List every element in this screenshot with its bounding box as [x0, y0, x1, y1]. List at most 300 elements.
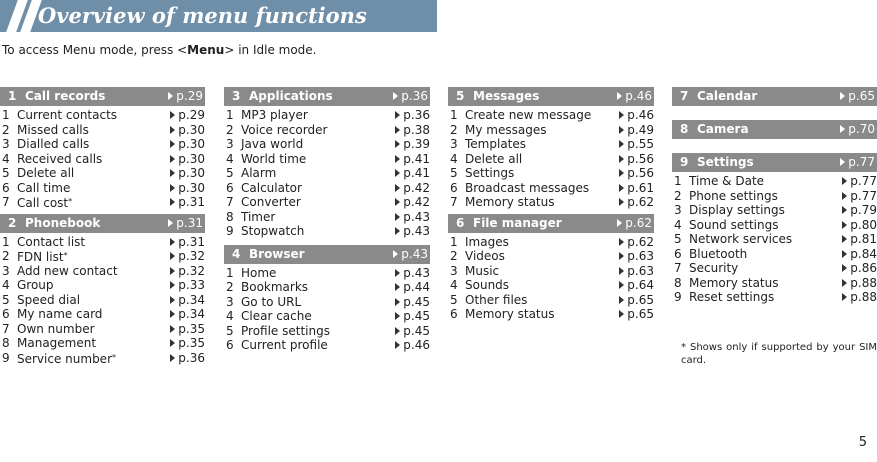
item-page-ref[interactable]: [170, 336, 205, 350]
menu-item[interactable]: [0, 195, 205, 210]
arrow-right-icon: [395, 298, 400, 306]
item-page-ref[interactable]: [619, 181, 654, 195]
menu-item[interactable]: [672, 203, 877, 218]
arrow-right-icon: [619, 111, 624, 119]
menu-item[interactable]: [0, 166, 205, 181]
item-label: [17, 108, 117, 122]
page-ref-text: p.56: [627, 151, 654, 166]
menu-item[interactable]: [224, 181, 430, 196]
item-label: [17, 235, 85, 249]
page-ref-text: p.63: [627, 249, 654, 263]
page-ref-text: p.45: [403, 309, 430, 323]
menu-section: [672, 87, 877, 106]
arrow-right-icon: [395, 198, 400, 206]
item-page-ref[interactable]: [170, 278, 205, 292]
item-page-ref[interactable]: [842, 203, 877, 217]
item-number: 4: [2, 278, 10, 292]
section-header[interactable]: [672, 120, 877, 139]
menu-item[interactable]: [448, 235, 654, 250]
arrow-right-icon: [170, 354, 175, 362]
intro-text: [2, 43, 317, 57]
arrow-right-icon: [170, 155, 175, 163]
item-page-ref[interactable]: [619, 293, 654, 307]
item-page-ref[interactable]: [842, 232, 877, 246]
section-page-ref[interactable]: [617, 87, 652, 106]
item-number: 6: [450, 180, 458, 195]
item-label-text: FDN list: [17, 250, 64, 264]
item-label-text: Memory status: [465, 195, 555, 209]
section-title: Settings: [697, 155, 754, 169]
item-label-text: Dialled calls: [17, 137, 90, 151]
menu-column-3: [448, 87, 654, 322]
arrow-right-icon: [619, 198, 624, 206]
item-page-ref[interactable]: [619, 123, 654, 137]
menu-item[interactable]: [672, 189, 877, 204]
item-page-ref[interactable]: [619, 235, 654, 249]
page-ref-text: p.64: [627, 278, 654, 292]
menu-item[interactable]: [0, 278, 205, 293]
arrow-right-icon: [170, 281, 175, 289]
menu-item[interactable]: [448, 307, 654, 322]
item-page-ref[interactable]: [842, 276, 877, 290]
page-ref-text: p.33: [178, 278, 205, 292]
arrow-right-icon: [395, 312, 400, 320]
section-header[interactable]: [672, 87, 877, 106]
item-label: [241, 137, 303, 151]
item-label-text: Call cost: [17, 196, 69, 210]
item-page-ref[interactable]: [395, 338, 430, 352]
item-label-text: Speed dial: [17, 292, 81, 307]
item-label-text: Sounds: [465, 278, 510, 292]
item-label-text: Settings: [465, 166, 515, 180]
intro-key: Menu: [187, 43, 225, 57]
item-number: 6: [226, 338, 234, 352]
item-label-text: Timer: [241, 209, 276, 224]
menu-item-list: [224, 264, 430, 353]
item-label-text: Calculator: [241, 180, 302, 195]
menu-item[interactable]: [0, 137, 205, 152]
section-header[interactable]: [224, 245, 430, 264]
arrow-right-icon: [395, 140, 400, 148]
page-ref-text: p.36: [178, 350, 205, 365]
arrow-right-icon: [395, 184, 400, 192]
page-ref-text: p.56: [627, 166, 654, 180]
item-page-ref[interactable]: [619, 307, 654, 321]
item-label: [241, 280, 308, 294]
item-number: 3: [2, 263, 10, 278]
menu-item-list: [448, 233, 654, 322]
page-ref-text: p.84: [850, 246, 877, 261]
item-page-ref[interactable]: [170, 322, 205, 336]
page-ref-text: p.35: [178, 336, 205, 350]
section-header[interactable]: [0, 214, 205, 233]
section-page-ref[interactable]: [168, 87, 203, 106]
item-label: [689, 247, 747, 261]
item-page-ref[interactable]: [170, 108, 205, 122]
item-label: [241, 152, 306, 166]
page-title: Overview of menu functions: [38, 3, 367, 28]
item-page-ref[interactable]: [842, 290, 877, 304]
menu-item[interactable]: [448, 293, 654, 308]
item-page-ref[interactable]: [170, 235, 205, 249]
menu-item[interactable]: [672, 276, 877, 291]
item-number: 8: [674, 275, 682, 290]
item-label: [17, 322, 95, 336]
menu-item[interactable]: [0, 235, 205, 250]
menu-item[interactable]: [0, 264, 205, 279]
section-page-ref[interactable]: [617, 214, 652, 233]
arrow-right-icon: [170, 238, 175, 246]
item-page-ref[interactable]: [395, 181, 430, 195]
item-number: 7: [2, 321, 10, 336]
menu-item[interactable]: [448, 249, 654, 264]
menu-item[interactable]: [224, 295, 430, 310]
item-page-ref[interactable]: [395, 280, 430, 294]
section-number: 8: [680, 122, 689, 136]
arrow-right-icon: [842, 192, 847, 200]
menu-item[interactable]: [224, 309, 430, 324]
page-ref-text: p.79: [850, 203, 877, 217]
item-number: 1: [674, 174, 682, 188]
menu-item[interactable]: [448, 137, 654, 152]
arrow-right-icon: [619, 184, 624, 192]
item-label: [17, 152, 102, 166]
menu-item[interactable]: [224, 152, 430, 167]
menu-item[interactable]: [224, 338, 430, 353]
arrow-right-icon: [170, 169, 175, 177]
item-page-ref[interactable]: [842, 247, 877, 261]
item-page-ref[interactable]: [619, 166, 654, 180]
item-label: [465, 293, 527, 307]
item-label-text: My messages: [465, 122, 547, 137]
page-ref-text: p.42: [403, 180, 430, 195]
item-page-ref[interactable]: [170, 249, 205, 263]
item-number: 6: [226, 180, 234, 195]
item-label: [17, 181, 70, 195]
item-label-text: Templates: [465, 137, 527, 151]
item-label-text: Own number: [17, 321, 95, 336]
section-page-ref[interactable]: [840, 87, 875, 106]
item-page-ref[interactable]: [619, 249, 654, 263]
item-page-ref[interactable]: [619, 278, 654, 292]
page-ref-text: p.35: [178, 321, 205, 336]
item-label: [689, 261, 738, 275]
section-page-ref[interactable]: [840, 153, 875, 172]
arrow-right-icon: [617, 219, 622, 227]
menu-item[interactable]: [0, 322, 205, 337]
menu-item[interactable]: [448, 108, 654, 123]
item-page-ref[interactable]: [395, 295, 430, 309]
arrow-right-icon: [842, 264, 847, 272]
item-label-text: Music: [465, 263, 500, 278]
page-number: 5: [858, 435, 867, 450]
item-label: [465, 137, 526, 151]
arrow-right-icon: [395, 341, 400, 349]
item-page-ref[interactable]: [170, 195, 205, 209]
item-label-text: Contact list: [17, 234, 86, 249]
item-label: [17, 278, 54, 292]
item-page-ref[interactable]: [170, 137, 205, 151]
item-label: [17, 123, 89, 137]
section-page-ref[interactable]: [168, 214, 203, 233]
item-number: 5: [674, 232, 682, 246]
item-label: [689, 189, 778, 203]
menu-item[interactable]: [448, 278, 654, 293]
item-number: 1: [226, 265, 234, 280]
item-page-ref[interactable]: [170, 307, 205, 321]
item-label-text: My name card: [17, 307, 103, 321]
item-number: 9: [674, 290, 682, 304]
item-number: 8: [226, 209, 234, 224]
item-label-text: Java world: [241, 137, 304, 151]
menu-item[interactable]: [224, 210, 430, 225]
page-ref-text: p.30: [178, 151, 205, 166]
menu-item[interactable]: [0, 108, 205, 123]
page-ref-text: p.70: [848, 122, 875, 136]
menu-item[interactable]: [224, 108, 430, 123]
item-page-ref[interactable]: [395, 166, 430, 180]
item-page-ref[interactable]: [170, 123, 205, 137]
item-label-text: Home: [241, 265, 277, 280]
item-number: 1: [2, 108, 10, 122]
menu-item[interactable]: [0, 152, 205, 167]
page-ref-text: p.62: [627, 234, 654, 249]
menu-item[interactable]: [672, 290, 877, 305]
item-number: 4: [226, 309, 234, 323]
menu-item[interactable]: [448, 123, 654, 138]
item-page-ref[interactable]: [170, 181, 205, 195]
item-page-ref[interactable]: [170, 264, 205, 278]
item-page-ref[interactable]: [395, 224, 430, 238]
item-page-ref[interactable]: [842, 218, 877, 232]
page-ref-text: p.32: [178, 263, 205, 278]
item-number: 6: [2, 180, 10, 195]
arrow-right-icon: [842, 177, 847, 185]
item-number: 5: [450, 166, 458, 180]
page-ref-text: p.80: [850, 217, 877, 232]
menu-item[interactable]: [672, 218, 877, 233]
item-number: 1: [450, 234, 458, 249]
menu-item[interactable]: [224, 195, 430, 210]
arrow-right-icon: [840, 92, 845, 100]
menu-item[interactable]: [224, 166, 430, 181]
page-ref-text: p.30: [178, 166, 205, 180]
item-label-text: Received calls: [17, 151, 103, 166]
menu-item[interactable]: [0, 123, 205, 138]
page-ref-text: p.86: [850, 261, 877, 275]
menu-item[interactable]: [448, 152, 654, 167]
item-label-text: Display settings: [689, 203, 785, 217]
item-number: 4: [450, 278, 458, 292]
menu-item[interactable]: [672, 232, 877, 247]
item-page-ref[interactable]: [170, 351, 205, 365]
item-page-ref[interactable]: [395, 309, 430, 323]
page-ref-text: p.63: [627, 263, 654, 278]
menu-section: [672, 153, 877, 305]
arrow-right-icon: [619, 155, 624, 163]
item-label: [241, 266, 276, 280]
item-page-ref[interactable]: [619, 195, 654, 209]
item-label: [241, 108, 308, 122]
item-page-ref[interactable]: [170, 152, 205, 166]
item-page-ref[interactable]: [395, 137, 430, 151]
arrow-right-icon: [395, 169, 400, 177]
menu-item[interactable]: [224, 137, 430, 152]
item-label: [241, 309, 312, 323]
item-number: 2: [450, 122, 458, 137]
item-label: [17, 137, 89, 151]
section-header[interactable]: [0, 87, 205, 106]
item-page-ref[interactable]: [842, 189, 877, 203]
item-page-ref[interactable]: [619, 152, 654, 166]
item-label-text: Delete all: [17, 166, 75, 180]
section-header[interactable]: [448, 214, 654, 233]
menu-item[interactable]: [0, 336, 205, 351]
arrow-right-icon: [842, 279, 847, 287]
menu-item[interactable]: [448, 166, 654, 181]
item-page-ref[interactable]: [395, 108, 430, 122]
item-label: [17, 195, 72, 210]
item-number: 3: [2, 137, 10, 151]
menu-item[interactable]: [448, 195, 654, 210]
arrow-right-icon: [395, 126, 400, 134]
item-page-ref[interactable]: [395, 210, 430, 224]
menu-item[interactable]: [0, 307, 205, 322]
section-page-ref[interactable]: [840, 120, 875, 139]
section-page-ref[interactable]: [393, 87, 428, 106]
item-page-ref[interactable]: [619, 137, 654, 151]
item-label: [465, 152, 522, 166]
page-ref-text: p.29: [176, 89, 203, 103]
item-page-ref[interactable]: [619, 264, 654, 278]
item-label: [241, 195, 301, 209]
menu-item[interactable]: [0, 293, 205, 308]
menu-item[interactable]: [448, 181, 654, 196]
menu-item[interactable]: [0, 249, 205, 264]
page-ref-text: p.30: [178, 122, 205, 137]
item-number: 5: [450, 292, 458, 307]
item-label: [689, 232, 792, 246]
item-label: [241, 295, 301, 309]
arrow-right-icon: [170, 184, 175, 192]
arrow-right-icon: [842, 235, 847, 243]
item-number: 5: [2, 166, 10, 180]
item-label-text: Current profile: [241, 338, 328, 352]
menu-item[interactable]: [224, 266, 430, 281]
page-ref-text: p.32: [178, 249, 205, 263]
menu-item[interactable]: [448, 264, 654, 279]
item-label-text: Images: [465, 234, 509, 249]
menu-item[interactable]: [672, 174, 877, 189]
item-label-text: Voice recorder: [241, 122, 328, 137]
page-ref-text: p.38: [403, 122, 430, 137]
item-label: [465, 235, 509, 249]
item-label: [241, 166, 276, 180]
item-label-text: Sound settings: [689, 217, 779, 232]
item-number: 2: [226, 280, 234, 294]
item-number: 1: [450, 108, 458, 122]
item-number: 3: [450, 263, 458, 278]
item-label-text: Service number: [17, 351, 112, 366]
section-title: Applications: [249, 89, 333, 103]
intro-after: > in Idle mode.: [224, 43, 317, 57]
section-number: 3: [232, 89, 241, 103]
item-page-ref[interactable]: [170, 293, 205, 307]
sim-note-marker: *: [68, 197, 73, 206]
page-ref-text: p.65: [627, 292, 654, 307]
menu-item[interactable]: [224, 324, 430, 339]
item-page-ref[interactable]: [842, 261, 877, 275]
item-page-ref[interactable]: [395, 266, 430, 280]
item-label: [465, 166, 514, 180]
page-ref-text: p.41: [403, 151, 430, 166]
menu-item[interactable]: [224, 224, 430, 239]
menu-item[interactable]: [672, 247, 877, 262]
arrow-right-icon: [170, 252, 175, 260]
menu-column-2: [224, 87, 430, 353]
item-label-text: Network services: [689, 232, 793, 246]
page-ref-text: p.65: [627, 307, 654, 321]
menu-item[interactable]: [0, 181, 205, 196]
section-header[interactable]: [224, 87, 430, 106]
item-label: [689, 203, 785, 217]
section-number: 2: [8, 215, 17, 230]
item-page-ref[interactable]: [395, 195, 430, 209]
section-header[interactable]: [448, 87, 654, 106]
item-label-text: Memory status: [465, 307, 555, 321]
menu-item[interactable]: [224, 123, 430, 138]
arrow-right-icon: [395, 227, 400, 235]
item-label-text: Bluetooth: [689, 246, 748, 261]
menu-item[interactable]: [224, 280, 430, 295]
arrow-right-icon: [619, 126, 624, 134]
sim-note-marker: *: [63, 251, 68, 260]
section-title: File manager: [473, 215, 562, 230]
item-number: 8: [2, 336, 10, 350]
arrow-right-icon: [619, 267, 624, 275]
item-page-ref[interactable]: [170, 166, 205, 180]
section-header[interactable]: [672, 153, 877, 172]
page-ref-text: p.65: [848, 89, 875, 103]
page-ref-text: p.44: [403, 280, 430, 294]
item-number: 5: [226, 166, 234, 180]
menu-item[interactable]: [0, 351, 205, 366]
page-ref-text: p.81: [850, 232, 877, 246]
arrow-right-icon: [170, 198, 175, 206]
item-number: 9: [226, 224, 234, 238]
item-page-ref[interactable]: [619, 108, 654, 122]
item-number: 3: [450, 137, 458, 151]
menu-item[interactable]: [672, 261, 877, 276]
section-page-ref[interactable]: [393, 245, 428, 264]
item-label-text: MP3 player: [241, 108, 308, 122]
item-label-text: Memory status: [689, 275, 779, 290]
item-label: [689, 276, 779, 290]
page-ref-text: p.62: [627, 195, 654, 209]
item-number: 3: [226, 294, 234, 309]
arrow-right-icon: [170, 126, 175, 134]
item-page-ref[interactable]: [395, 152, 430, 166]
item-page-ref[interactable]: [395, 123, 430, 137]
item-page-ref[interactable]: [842, 174, 877, 188]
item-number: 6: [2, 307, 10, 321]
menu-section: [448, 87, 654, 210]
page-ref-text: p.61: [627, 180, 654, 195]
page-ref-text: p.43: [401, 246, 428, 261]
item-label-text: Stopwatch: [241, 224, 305, 238]
item-page-ref[interactable]: [395, 324, 430, 338]
item-label: [241, 324, 330, 338]
